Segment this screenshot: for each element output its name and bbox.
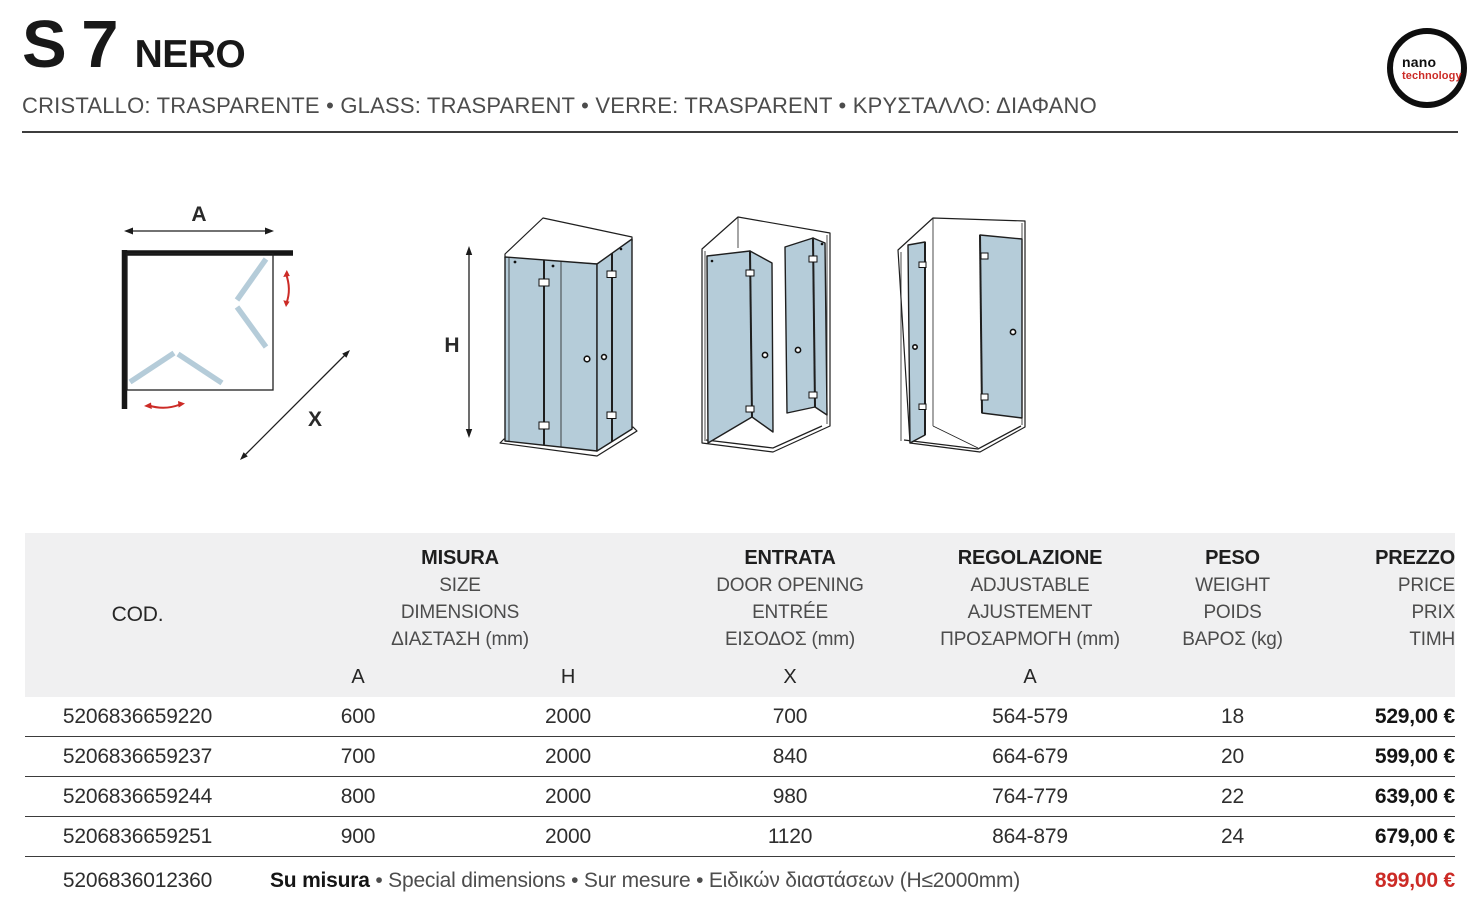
plan-view-drawing: [100, 190, 380, 480]
masthead: [22, 7, 1097, 119]
cell-cod: 5206836659251: [62, 824, 213, 848]
header-line: ENTRÉE: [752, 602, 828, 623]
header-line: ΔΙΑΣΤΑΣΗ (mm): [391, 629, 529, 650]
header-line: ΤΙΜΗ: [1409, 629, 1455, 650]
shower-enclosure-half-open: [702, 217, 830, 452]
cell-x: 700: [772, 704, 808, 728]
cell-price: 529,00 €: [1374, 704, 1455, 728]
glass-panel-right-a: [785, 238, 815, 413]
opening-dimension-arrow: [240, 350, 350, 460]
custom-dimensions-row: [25, 857, 1455, 904]
width-dimension-label: A: [191, 203, 207, 226]
cell-weight: 24: [1221, 824, 1244, 848]
header-line: PRICE: [1397, 575, 1455, 596]
height-dimension-arrow: [444, 246, 472, 438]
shower-enclosure-open: [898, 218, 1025, 452]
cell-cod: 5206836659237: [62, 744, 213, 768]
cell-a: 700: [340, 744, 376, 768]
header-line: ΒΑΡΟΣ (kg): [1182, 629, 1283, 650]
custom-label-bold: Su misura: [270, 868, 370, 892]
width-dimension-arrow: [124, 203, 274, 235]
walls: [122, 250, 293, 409]
iso-open-drawing: [870, 200, 1070, 470]
column-header-misura: [250, 545, 670, 653]
subcolumn-header-adj-a: A: [1023, 666, 1037, 688]
logo-text-technology: technology: [1402, 69, 1462, 82]
glass-panel-left-b: [750, 251, 773, 432]
glass-panel-right-folded: [980, 235, 1022, 418]
table-row: [25, 777, 1455, 817]
column-header-peso: [1150, 545, 1315, 653]
header-line: REGOLAZIONE: [957, 547, 1103, 569]
header-line: DOOR OPENING: [716, 575, 864, 596]
table-row: [25, 697, 1455, 737]
cell-adj: 764-779: [992, 784, 1068, 808]
header-line: PRIX: [1411, 602, 1455, 623]
cell-h: 2000: [545, 784, 591, 808]
column-header-entrata: [670, 545, 910, 653]
cell-price: 599,00 €: [1374, 744, 1455, 768]
column-header-regolazione: [910, 545, 1150, 653]
header-line: ENTRATA: [744, 547, 836, 569]
header-line: ΠΡΟΣΑΡΜΟΓΗ (mm): [940, 629, 1120, 650]
cell-x: 980: [772, 784, 808, 808]
header-line: PREZZO: [1375, 547, 1455, 569]
column-header-cod: COD.: [111, 603, 164, 626]
nano-technology-logo: [1387, 28, 1467, 108]
cell-weight: 22: [1221, 784, 1244, 808]
column-header-prezzo: [1315, 545, 1455, 653]
cell-cod: 5206836012360: [62, 868, 213, 892]
iso-half-open-drawing: [670, 200, 870, 460]
header-divider: [22, 131, 1458, 133]
custom-label-rest: • Special dimensions • Sur mesure • Ειδικών διαστάσεων (H≤2000mm): [369, 868, 1021, 892]
header-line: ADJUSTABLE: [970, 575, 1090, 596]
cell-adj: 864-879: [992, 824, 1068, 848]
height-dimension-label: H: [444, 334, 460, 357]
table-row: [25, 737, 1455, 777]
shower-enclosure-closed: [500, 218, 637, 456]
glass-spec-line: CRISTALLO: TRASPARENTE • GLASS: TRASPARENT • VERRE: TRASPARENT • ΚΡΥΣΤΑΛΛΟ: ΔΙΑΦΑΝΟ: [22, 93, 1097, 119]
cell-h: 2000: [545, 704, 591, 728]
cell-adj: 564-579: [992, 704, 1068, 728]
cell-cod: 5206836659244: [62, 784, 213, 808]
cell-weight: 18: [1221, 704, 1244, 728]
glass-panel-front: [505, 257, 597, 451]
header-line: PESO: [1205, 547, 1260, 569]
cell-h: 2000: [545, 744, 591, 768]
product-variant-title: NERO: [134, 33, 246, 76]
table-row: [25, 817, 1455, 857]
opening-dimension-label: X: [308, 408, 323, 431]
cell-price: 639,00 €: [1374, 784, 1455, 808]
subcolumn-header-a: A: [351, 666, 365, 688]
table-header: [25, 533, 1455, 697]
cell-h: 2000: [545, 824, 591, 848]
iso-closed-drawing: [440, 200, 660, 460]
header-line: WEIGHT: [1195, 575, 1270, 596]
folding-door-panels: [130, 259, 266, 383]
cell-x: 1120: [767, 824, 813, 848]
custom-dimensions-label: [250, 869, 1315, 893]
header-line: SIZE: [439, 575, 481, 596]
cell-adj: 664-679: [992, 744, 1068, 768]
cell-price: 899,00 €: [1374, 868, 1455, 892]
cell-weight: 20: [1221, 744, 1244, 768]
price-table: [25, 533, 1455, 904]
cell-a: 900: [340, 824, 376, 848]
cell-cod: 5206836659220: [62, 704, 213, 728]
subcolumn-header-x: X: [783, 666, 797, 688]
header-line: AJUSTEMENT: [967, 602, 1093, 623]
cell-a: 800: [340, 784, 376, 808]
subcolumn-header-h: H: [560, 666, 576, 688]
logo-text-nano: nano: [1402, 53, 1437, 70]
header-line: MISURA: [421, 547, 499, 569]
product-code-title: S 7: [22, 7, 117, 82]
door-swing-arrow-right: [283, 270, 290, 307]
header-line: ΕΙΣΟΔΟΣ (mm): [724, 629, 856, 650]
cell-a: 600: [340, 704, 376, 728]
product-title: [22, 7, 1097, 82]
cell-price: 679,00 €: [1374, 824, 1455, 848]
glass-panel-left-a: [707, 251, 752, 443]
header-line: DIMENSIONS: [400, 602, 520, 623]
glass-panel-left-folded: [908, 242, 925, 443]
header-line: POIDS: [1203, 602, 1262, 623]
door-swing-arrow-bottom: [144, 401, 185, 409]
cell-x: 840: [772, 744, 808, 768]
